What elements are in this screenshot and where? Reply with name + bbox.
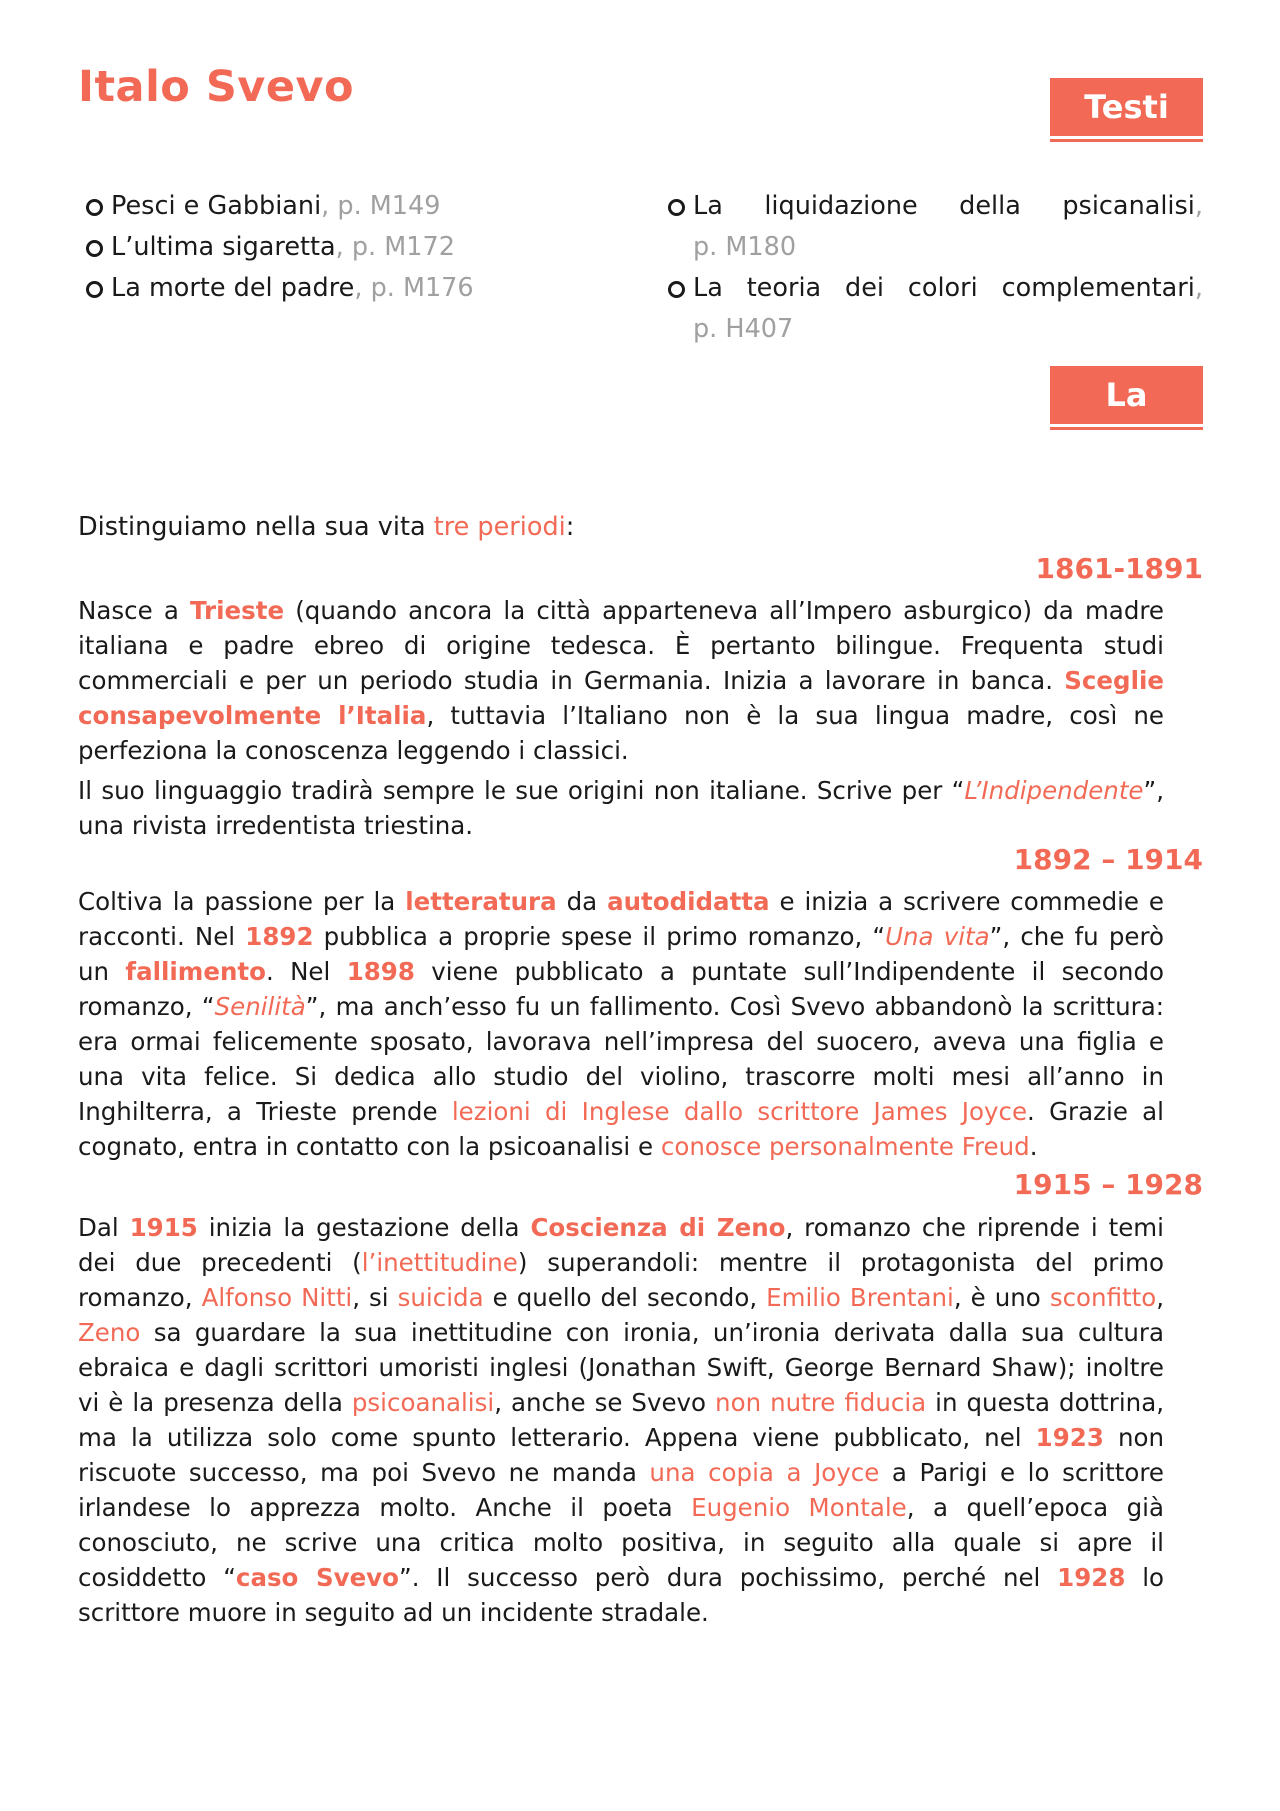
text-sep: ,: [354, 273, 371, 303]
highlight-eugenio-montale: Eugenio Montale: [691, 1493, 907, 1522]
text-run: .: [1029, 1132, 1038, 1161]
text-item: [86, 186, 606, 227]
period-heading-1915-1928: 1915 – 1928: [1013, 1168, 1203, 1201]
section-tag-la-vita: La vita: [1050, 366, 1203, 424]
highlight-non-nutre-fiducia: non nutre fiducia: [715, 1388, 927, 1417]
text-title: La teoria dei colori complementari: [693, 273, 1195, 303]
highlight-1915: 1915: [129, 1213, 198, 1242]
highlight-1898: 1898: [346, 957, 415, 986]
text-run: ”, una rivista irredentista triestina.: [78, 776, 1164, 840]
circle-bullet-icon: [86, 240, 103, 257]
text-run: , tuttavia l’Italiano non è la sua lingua madre, così ne perfeziona la conoscenza leggendo i classici.: [78, 701, 1165, 765]
text-item: [86, 227, 606, 268]
text-run: Il suo linguaggio tradirà sempre le sue origini non italiane. Scrive per “: [78, 776, 965, 805]
circle-bullet-icon: [668, 281, 685, 298]
page-title: Italo Svevo: [78, 62, 355, 112]
text-run: ,: [1156, 1283, 1164, 1312]
text-item: [86, 268, 606, 309]
text-run: , a quell’epoca già conosciuto, ne scrive una critica molto positiva, in seguito alla quale si apre il cosiddetto “: [78, 1493, 1164, 1592]
highlight-indipendente: L’Indipendente: [964, 776, 1144, 805]
highlight-zeno: Zeno: [78, 1318, 141, 1347]
period-3-paragraph: [78, 1210, 1164, 1630]
text-run: in questa dottrina, ma la utilizza solo come spunto letterario. Appena viene pubblicato, nel: [78, 1388, 1165, 1452]
highlight-psicoanalisi: psicoanalisi: [351, 1388, 495, 1417]
highlight-copia-joyce: una copia a Joyce: [649, 1458, 880, 1487]
text-run: , romanzo che riprende i temi dei due precedenti (: [78, 1213, 1164, 1277]
text-page: p. H407: [693, 314, 794, 344]
text-run: , anche se Svevo: [494, 1388, 716, 1417]
text-item: [668, 268, 1203, 350]
text-run: Coltiva la passione per la: [78, 887, 406, 916]
intro-line: [78, 512, 574, 542]
text-page: p. M176: [370, 273, 474, 303]
text-run: , si: [352, 1283, 398, 1312]
highlight-sconfitto: sconfitto: [1049, 1283, 1157, 1312]
highlight-suicida: suicida: [397, 1283, 484, 1312]
period-1-paragraph-2: [78, 773, 1164, 843]
period-2-paragraph: [78, 884, 1164, 1164]
highlight-una-vita: Una vita: [885, 922, 990, 951]
text-run: e quello del secondo,: [483, 1283, 767, 1312]
intro-text: Distinguiamo nella sua vita: [78, 512, 434, 542]
highlight-coscienza-zeno: Coscienza di Zeno: [530, 1213, 786, 1242]
text-title: L’ultima sigaretta: [111, 232, 336, 262]
text-sep: ,: [1194, 273, 1203, 303]
highlight-autodidatta: autodidatta: [607, 887, 770, 916]
section-tag-testi: Testi: [1050, 78, 1203, 136]
text-run: a Parigi e lo scrittore irlandese lo apprezza molto. Anche il poeta: [78, 1458, 1164, 1522]
text-title: La morte del padre: [111, 273, 355, 303]
text-run: non riscuote successo, ma poi Svevo ne manda: [78, 1423, 1164, 1487]
text-run: inizia la gestazione della: [197, 1213, 531, 1242]
intro-colon: :: [565, 512, 575, 542]
text-item: [668, 186, 1203, 268]
highlight-sceglie-italia: Sceglie consapevolmente l’Italia: [78, 666, 1164, 730]
text-run: lo scrittore muore in seguito ad un incidente stradale.: [78, 1563, 1164, 1627]
text-run: . Nel: [265, 957, 347, 986]
texts-list-left: [86, 186, 606, 309]
highlight-letteratura: letteratura: [405, 887, 557, 916]
highlight-fallimento: fallimento: [125, 957, 266, 986]
text-run: Nasce a: [78, 596, 191, 625]
period-heading-1861-1891: 1861-1891: [1035, 552, 1203, 585]
highlight-trieste: Trieste: [190, 596, 285, 625]
highlight-1923: 1923: [1035, 1423, 1104, 1452]
text-run: ”. Il successo però dura pochissimo, perché nel: [399, 1563, 1058, 1592]
text-run: ”, ma anch’esso fu un fallimento. Così Svevo abbandonò la scrittura: era ormai felicemente sposato, lavorava nell’impresa del suocero, aveva una figlia e una vita felice. Si dedica allo studio del violino, trascorre molti mesi all’anno in Inghilterra, a Trieste prende: [78, 992, 1164, 1126]
text-run: sa guardare la sua inettitudine con ironia, un’ironia derivata dalla sua cultura ebraica e dagli scrittori umoristi inglesi (Jonathan Swift, George Bernard Shaw); inoltre vi è la presenza della: [78, 1318, 1164, 1417]
highlight-1928: 1928: [1057, 1563, 1126, 1592]
circle-bullet-icon: [86, 281, 103, 298]
text-run: viene pubblicato a puntate sull’Indipendente il secondo romanzo, “: [78, 957, 1164, 1021]
text-sep: ,: [321, 191, 338, 221]
text-run: ) superandoli: mentre il protagonista del primo romanzo,: [78, 1248, 1164, 1312]
text-run: pubblica a proprie spese il primo romanzo, “: [313, 922, 886, 951]
highlight-senilita: Senilità: [214, 992, 306, 1021]
period-1-paragraph: [78, 593, 1164, 768]
highlight-inettitudine: l’inettitudine: [361, 1248, 518, 1277]
text-page: p. M180: [693, 232, 797, 262]
circle-bullet-icon: [668, 199, 685, 216]
highlight-freud: conosce personalmente Freud: [660, 1132, 1030, 1161]
highlight-1892: 1892: [245, 922, 314, 951]
text-run: . Grazie al cognato, entra in contatto con la psicoanalisi e: [78, 1097, 1164, 1161]
text-page: p. M172: [351, 232, 455, 262]
texts-list-right: [668, 186, 1203, 350]
intro-highlight: tre periodi: [433, 512, 566, 542]
text-run: e inizia a scrivere commedie e racconti. Nel: [78, 887, 1164, 951]
highlight-alfonso-nitti: Alfonso Nitti: [201, 1283, 353, 1312]
period-heading-1892-1914: 1892 – 1914: [1013, 843, 1203, 876]
text-page: p. M149: [337, 191, 441, 221]
highlight-lezioni-joyce: lezioni di Inglese dallo scrittore James Joyce: [451, 1097, 1028, 1126]
text-run: ”, che fu però un: [78, 922, 1165, 986]
circle-bullet-icon: [86, 199, 103, 216]
highlight-caso-svevo: caso Svevo: [235, 1563, 399, 1592]
text-sep: ,: [1194, 191, 1203, 221]
text-run: (quando ancora la città apparteneva all’Impero asburgico) da madre italiana e padre ebreo di origine tedesca. È pertanto bilingue. Frequenta studi commerciali e per un periodo studia in Germania. Inizia a lavorare in banca.: [78, 596, 1164, 695]
text-title: La liquidazione della psicanalisi: [693, 191, 1195, 221]
text-sep: ,: [335, 232, 352, 262]
highlight-emilio-brentani: Emilio Brentani: [766, 1283, 954, 1312]
text-run: Dal: [78, 1213, 130, 1242]
text-run: , è uno: [953, 1283, 1050, 1312]
text-run: da: [556, 887, 608, 916]
text-title: Pesci e Gabbiani: [111, 191, 322, 221]
